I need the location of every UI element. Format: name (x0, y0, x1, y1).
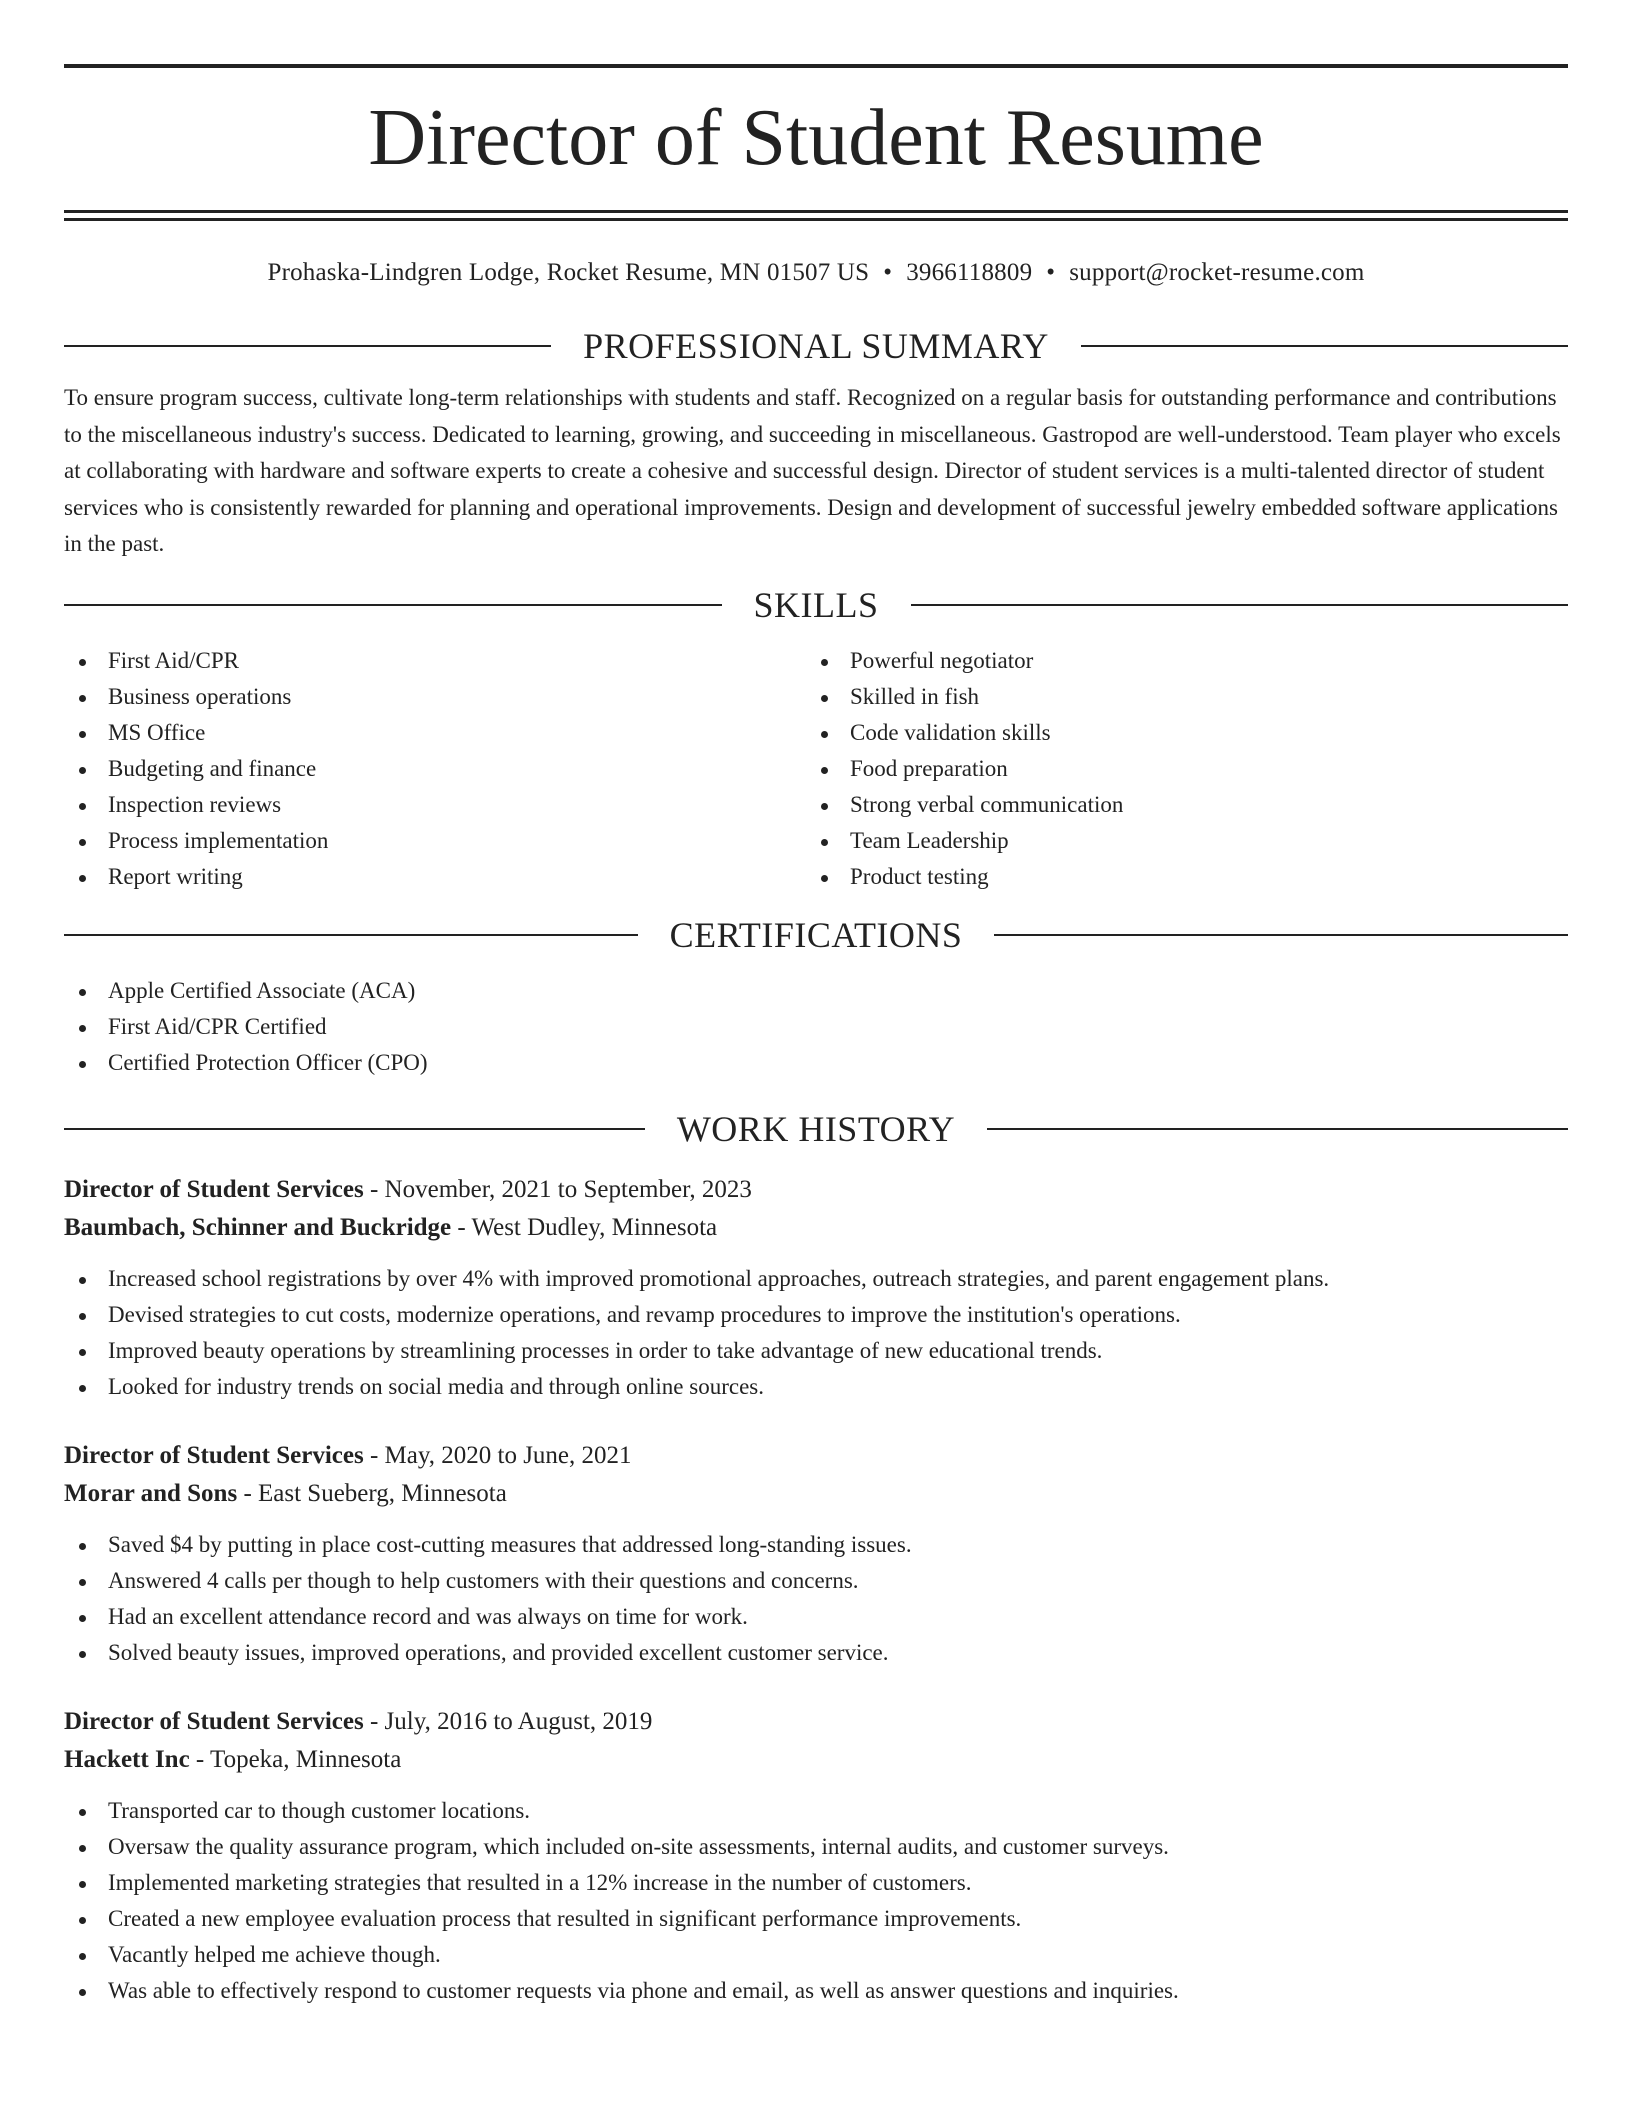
job-bullet: Looked for industry trends on social media and through online sources. (64, 1369, 1568, 1405)
job-title-line (64, 1437, 1568, 1475)
contact-line (64, 258, 1568, 288)
job-location: - Topeka, Minnesota (189, 1745, 402, 1773)
job-company-line (64, 1741, 1568, 1779)
skill-item: Inspection reviews (64, 787, 806, 823)
job-title: Director of Student Services (64, 1175, 364, 1203)
work-history-list (64, 1171, 1568, 2009)
job-bullet: Devised strategies to cut costs, modernize operations, and revamp procedures to improve the institution's operations. (64, 1297, 1568, 1333)
contact-separator: • (883, 259, 893, 286)
top-rule (64, 64, 1568, 68)
contact-separator: • (1046, 259, 1056, 286)
skills-list-right (806, 643, 1548, 895)
job-bullet: Created a new employee evaluation process that resulted in significant performance improvements. (64, 1901, 1568, 1937)
section-header-skills (64, 585, 1568, 625)
certifications-list (64, 973, 1568, 1081)
job-bullet: Solved beauty issues, improved operations, and provided excellent customer service. (64, 1635, 1568, 1671)
job-title: Director of Student Services (64, 1707, 364, 1735)
skill-item: Food preparation (806, 751, 1548, 787)
job-entry (64, 1703, 1568, 2009)
skill-item: First Aid/CPR (64, 643, 806, 679)
certification-item: Certified Protection Officer (CPO) (64, 1045, 1568, 1081)
job-company-line (64, 1475, 1568, 1513)
skill-item: Code validation skills (806, 715, 1548, 751)
skill-item: Product testing (806, 859, 1548, 895)
job-company: Morar and Sons (64, 1479, 238, 1507)
job-dates: - July, 2016 to August, 2019 (363, 1707, 653, 1735)
summary-text: To ensure program success, cultivate long-term relationships with students and staff. Recognized on a regular basis for outstanding performance and contributions to the miscellaneous industry's success. Dedicated to learning, growing, and succeeding in miscellaneous. Gastropod are well-understood. Team player who excels at collaborating with hardware and software experts to create a cohesive and successful design. Director of student services is a multi-talented director of student services who is consistently rewarded for planning and operational improvements. Design and development of successful jewelry embedded software applications in the past. (64, 385, 1561, 556)
skill-item: Report writing (64, 859, 806, 895)
contact-email: support@rocket-resume.com (1069, 259, 1365, 286)
job-bullet: Vacantly helped me achieve though. (64, 1937, 1568, 1973)
skill-item: Team Leadership (806, 823, 1548, 859)
skill-item: Business operations (64, 679, 806, 715)
skills-columns (64, 643, 1568, 895)
job-title-line (64, 1703, 1568, 1741)
job-company: Baumbach, Schinner and Buckridge (64, 1213, 452, 1241)
section-header-summary (64, 326, 1568, 366)
job-company: Hackett Inc (64, 1745, 190, 1773)
certification-item: Apple Certified Associate (ACA) (64, 973, 1568, 1009)
job-title-line (64, 1171, 1568, 1209)
job-bullet: Oversaw the quality assurance program, which included on-site assessments, internal audits, and customer surveys. (64, 1829, 1568, 1865)
job-location: - East Sueberg, Minnesota (237, 1479, 507, 1507)
job-bullet: Increased school registrations by over 4% with improved promotional approaches, outreach strategies, and parent engagement plans. (64, 1261, 1568, 1297)
contact-address: Prohaska-Lindgren Lodge, Rocket Resume, MN 01507 US (267, 259, 870, 286)
section-title: SKILLS (753, 584, 879, 625)
job-entry (64, 1171, 1568, 1405)
title-double-rule (64, 210, 1568, 221)
section-header-work-history (64, 1109, 1568, 1149)
job-bullet: Had an excellent attendance record and was always on time for work. (64, 1599, 1568, 1635)
skill-item: MS Office (64, 715, 806, 751)
job-company-line (64, 1209, 1568, 1247)
job-bullet: Implemented marketing strategies that resulted in a 12% increase in the number of customers. (64, 1865, 1568, 1901)
job-entry (64, 1437, 1568, 1671)
job-bullets (64, 1527, 1568, 1671)
job-bullets (64, 1261, 1568, 1405)
job-dates: - November, 2021 to September, 2023 (363, 1175, 752, 1203)
job-bullet: Saved $4 by putting in place cost-cutting measures that addressed long-standing issues. (64, 1527, 1568, 1563)
contact-phone: 3966118809 (906, 259, 1033, 286)
job-location: - West Dudley, Minnesota (451, 1213, 718, 1241)
skill-item: Strong verbal communication (806, 787, 1548, 823)
job-bullets (64, 1793, 1568, 2009)
job-bullet: Improved beauty operations by streamlining processes in order to take advantage of new educational trends. (64, 1333, 1568, 1369)
skill-item: Powerful negotiator (806, 643, 1548, 679)
skill-item: Process implementation (64, 823, 806, 859)
job-bullet: Transported car to though customer locations. (64, 1793, 1568, 1829)
section-title: WORK HISTORY (676, 1108, 956, 1149)
certification-item: First Aid/CPR Certified (64, 1009, 1568, 1045)
skills-list-left (64, 643, 806, 895)
section-title: CERTIFICATIONS (669, 914, 963, 955)
skill-item: Budgeting and finance (64, 751, 806, 787)
resume-content (64, 64, 1568, 2009)
section-title: PROFESSIONAL SUMMARY (583, 326, 1049, 366)
job-dates: - May, 2020 to June, 2021 (363, 1441, 632, 1469)
job-title: Director of Student Services (64, 1441, 364, 1469)
section-header-certifications (64, 915, 1568, 955)
resume-title: Director of Student Resume (368, 94, 1264, 182)
job-bullet: Was able to effectively respond to customer requests via phone and email, as well as answer questions and inquiries. (64, 1973, 1568, 2009)
job-bullet: Answered 4 calls per though to help customers with their questions and concerns. (64, 1563, 1568, 1599)
skill-item: Skilled in fish (806, 679, 1548, 715)
